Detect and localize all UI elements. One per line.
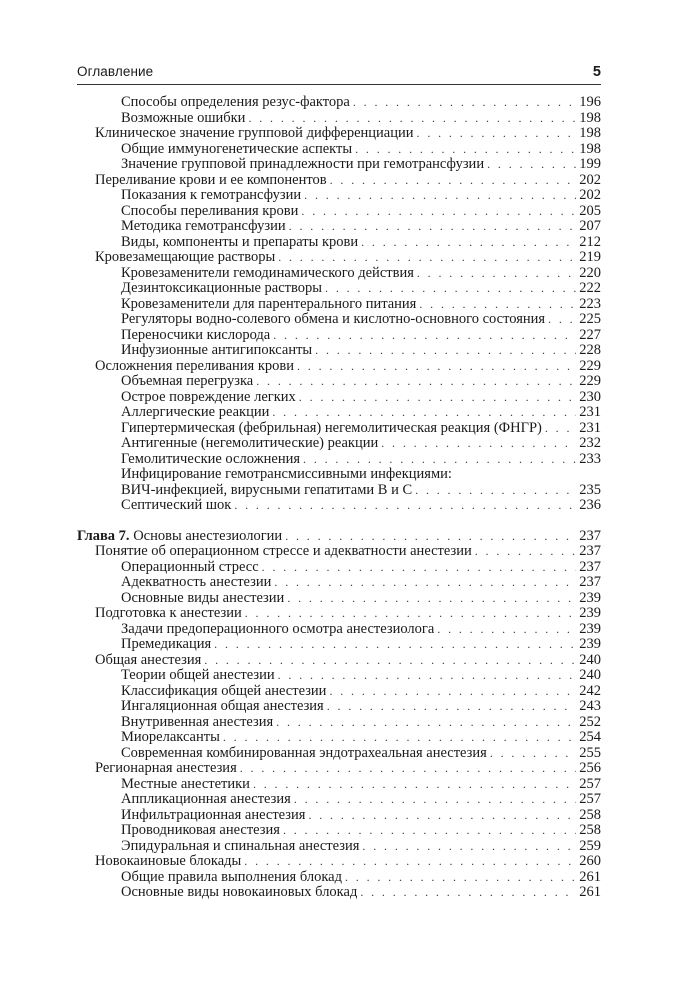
toc-entry[interactable] — [77, 653, 601, 669]
toc-page-number: 198 — [579, 140, 601, 157]
toc-entry[interactable] — [77, 498, 601, 514]
toc-entry[interactable] — [77, 297, 601, 313]
toc-entry-label: Миорелаксанты — [121, 729, 220, 745]
toc-leader-dots — [437, 622, 576, 638]
toc-page-number: 240 — [579, 651, 601, 668]
toc-leader-dots — [329, 684, 576, 700]
toc-entry[interactable] — [77, 312, 601, 328]
toc-entry[interactable] — [77, 250, 601, 266]
toc-page-number: 199 — [579, 156, 601, 172]
toc-entry-label: Возможные ошибки — [121, 109, 246, 126]
toc-page-number: 196 — [579, 94, 601, 110]
toc-entry-label: Классификация общей анестезии — [121, 682, 327, 699]
toc-entry[interactable] — [77, 870, 601, 886]
toc-leader-dots — [362, 839, 576, 855]
toc-entry-label: Переносчики кислорода — [121, 326, 271, 343]
toc-entry[interactable] — [77, 792, 601, 808]
toc-entry[interactable] — [77, 544, 601, 560]
toc-leader-dots — [256, 374, 576, 390]
toc-entry-label: Эпидуральная и спинальная анестезия — [121, 837, 360, 854]
toc-entry[interactable] — [77, 390, 601, 406]
toc-entry-label: Местные анестетики — [121, 775, 250, 792]
toc-page-number: 261 — [579, 884, 601, 900]
toc-entry-label: Регионарная анестезия — [95, 760, 237, 776]
toc-leader-dots — [417, 266, 576, 282]
toc-entry[interactable] — [77, 746, 601, 762]
toc-leader-dots — [272, 405, 576, 421]
header-rule — [77, 84, 601, 85]
toc-entry[interactable] — [77, 126, 601, 142]
toc-page-number: 236 — [579, 497, 601, 513]
toc-entry-label: Способы переливания крови — [121, 202, 299, 219]
toc-entry[interactable] — [77, 777, 601, 793]
toc-entry-label: Показания к гемотрансфузии — [121, 187, 302, 203]
toc-leader-dots — [545, 421, 576, 437]
toc-leader-dots — [330, 173, 576, 189]
toc-entry-label: Подготовка к анестезии — [95, 605, 242, 621]
toc-leader-dots — [315, 343, 576, 359]
toc-leader-dots — [360, 885, 576, 901]
toc-page-number: 230 — [579, 388, 601, 405]
toc-page-number: 202 — [579, 171, 601, 188]
toc-page-number: 242 — [579, 682, 601, 699]
toc-leader-dots — [308, 808, 576, 824]
toc-leader-dots — [353, 95, 576, 111]
toc-leader-dots — [327, 699, 576, 715]
table-of-contents — [77, 95, 601, 901]
toc-entry-label: Общие иммуногенетические аспекты — [121, 140, 353, 157]
toc-entry[interactable] — [77, 699, 601, 715]
toc-entry-label-line1: Инфицирование гемотрансмиссивными инфекциями: — [121, 466, 452, 482]
toc-entry-label: Общие правила выполнения блокад — [121, 868, 342, 885]
toc-leader-dots — [278, 668, 576, 684]
toc-entry[interactable] — [77, 343, 601, 359]
toc-leader-dots — [244, 854, 576, 870]
toc-entry[interactable] — [77, 111, 601, 127]
toc-entry-label: Переливание крови и ее компонентов — [95, 171, 327, 188]
toc-entry-label: Острое повреждение легких — [121, 388, 296, 405]
toc-leader-dots — [248, 111, 576, 127]
toc-page-number: 220 — [579, 264, 601, 281]
running-head — [77, 64, 601, 82]
toc-page-number: 198 — [579, 125, 601, 141]
toc-page-number: 205 — [579, 202, 601, 219]
toc-leader-dots — [325, 281, 576, 297]
toc-page-number: 257 — [579, 775, 601, 792]
toc-entry-label: Виды, компоненты и препараты крови — [121, 233, 359, 250]
toc-page-number: 233 — [579, 450, 601, 467]
toc-entry[interactable] — [77, 374, 601, 390]
toc-leader-dots — [276, 715, 576, 731]
toc-page-number: 228 — [579, 342, 601, 358]
toc-entry-label: Объемная перегрузка — [121, 373, 254, 389]
toc-entry-label: Внутривенная анестезия — [121, 713, 274, 730]
toc-page-number: 239 — [579, 636, 601, 652]
toc-leader-dots — [278, 250, 576, 266]
toc-page-number: 235 — [579, 481, 601, 498]
toc-leader-dots — [475, 544, 576, 560]
chapter-number: Глава 7. — [77, 527, 130, 544]
toc-page-number: 227 — [579, 326, 601, 343]
toc-leader-dots — [245, 606, 576, 622]
toc-entry-label: Теории общей анестезии — [121, 667, 275, 683]
toc-page-number: 239 — [579, 605, 601, 621]
toc-leader-dots — [223, 730, 576, 746]
toc-entry-multiline[interactable] — [77, 467, 601, 498]
toc-entry-label: Кровезамещающие растворы — [95, 249, 276, 265]
toc-page-number: 256 — [579, 760, 601, 776]
toc-page-number: 223 — [579, 295, 601, 312]
toc-leader-dots — [487, 157, 576, 173]
toc-page-number: 258 — [579, 822, 601, 838]
toc-entry[interactable] — [77, 421, 601, 437]
toc-page-number: 202 — [579, 187, 601, 203]
toc-page-number: 229 — [579, 357, 601, 374]
toc-leader-dots — [301, 204, 576, 220]
toc-entry[interactable] — [77, 730, 601, 746]
toc-entry-label: Дезинтоксикационные растворы — [121, 280, 323, 296]
toc-page-number: 257 — [579, 791, 601, 807]
toc-entry[interactable] — [77, 328, 601, 344]
toc-entry-label: Осложнения переливания крови — [95, 357, 294, 374]
chapter-heading — [77, 529, 282, 545]
toc-leader-dots — [345, 870, 576, 886]
toc-entry[interactable] — [77, 142, 601, 158]
toc-leader-dots — [548, 312, 576, 328]
toc-entry-label: Методика гемотрансфузии — [121, 218, 286, 234]
toc-entry-label: Клиническое значение групповой дифференциации — [95, 125, 414, 141]
toc-entry-label: Регуляторы водно-солевого обмена и кислотно-основного состояния — [121, 311, 546, 327]
toc-page-number: 212 — [579, 233, 601, 250]
toc-entry[interactable] — [77, 281, 601, 297]
toc-entry-label: Инфильтрационная анестезия — [121, 806, 306, 823]
chapter-title: Основы анестезиологии — [133, 527, 283, 544]
toc-entry-label: Проводниковая анестезия — [121, 822, 280, 838]
toc-page-number: 252 — [579, 713, 601, 730]
toc-leader-dots — [289, 219, 576, 235]
toc-entry[interactable] — [77, 173, 601, 189]
toc-entry[interactable] — [77, 405, 601, 421]
toc-entry-label: Задачи предоперационного осмотра анестезиолога — [121, 620, 435, 637]
toc-leader-dots — [274, 575, 576, 591]
toc-page-number: 258 — [579, 806, 601, 823]
toc-entry-label: Премедикация — [121, 636, 212, 652]
toc-entry[interactable] — [77, 235, 601, 251]
toc-page-number: 222 — [579, 280, 601, 296]
toc-leader-dots — [415, 483, 576, 499]
toc-page-number: 240 — [579, 667, 601, 683]
toc-entry[interactable] — [77, 95, 601, 111]
toc-leader-dots — [204, 653, 576, 669]
toc-page-number: 231 — [579, 404, 601, 420]
toc-page-number: 232 — [579, 435, 601, 451]
toc-leader-dots — [417, 126, 576, 142]
toc-entry[interactable] — [77, 606, 601, 622]
toc-leader-dots — [299, 390, 576, 406]
toc-entry-label: Основные виды новокаиновых блокад — [121, 884, 358, 900]
toc-entry[interactable] — [77, 885, 601, 901]
toc-entry[interactable] — [77, 436, 601, 452]
toc-leader-dots — [273, 328, 576, 344]
toc-chapter-entry[interactable] — [77, 529, 601, 545]
toc-entry[interactable] — [77, 622, 601, 638]
toc-page-number: 239 — [579, 589, 601, 606]
toc-leader-dots — [490, 746, 576, 762]
page-number: 5 — [592, 64, 601, 80]
toc-entry-label: Кровезаменители гемодинамического действия — [121, 264, 414, 281]
toc-entry-label: Основные виды анестезии — [121, 589, 285, 606]
toc-page-number: 261 — [579, 868, 601, 885]
toc-entry[interactable] — [77, 591, 601, 607]
toc-page-number: 259 — [579, 837, 601, 854]
toc-entry-label: Способы определения резус-фактора — [121, 94, 350, 110]
toc-entry-label: Инфузионные антигипоксанты — [121, 342, 313, 358]
toc-entry-label: Гемолитические осложнения — [121, 450, 301, 467]
toc-leader-dots — [303, 452, 576, 468]
toc-entry-label: Септический шок — [121, 497, 232, 513]
toc-entry[interactable] — [77, 266, 601, 282]
toc-entry-label: Понятие об операционном стрессе и адекватности анестезии — [95, 543, 472, 559]
toc-entry[interactable] — [77, 839, 601, 855]
toc-leader-dots — [297, 359, 576, 375]
toc-entry-label: Новокаиновые блокады — [95, 853, 242, 869]
toc-entry-label: Антигенные (негемолитические) реакции — [121, 435, 379, 451]
toc-leader-dots — [283, 823, 576, 839]
toc-page-number: 225 — [579, 311, 601, 327]
toc-page-number: 231 — [579, 419, 601, 436]
toc-leader-dots — [285, 529, 576, 545]
toc-leader-dots — [253, 777, 576, 793]
running-head-title: Оглавление — [77, 64, 154, 79]
toc-page-number: 198 — [579, 109, 601, 126]
toc-entry-label: Общая анестезия — [95, 651, 202, 668]
toc-leader-dots — [419, 297, 576, 313]
toc-entry-label: Гипертермическая (фебрильная) негемолитическая реакция (ФНГР) — [121, 419, 542, 436]
toc-leader-dots — [355, 142, 576, 158]
toc-leader-dots — [361, 235, 576, 251]
toc-entry[interactable] — [77, 359, 601, 375]
toc-leader-dots — [294, 792, 576, 808]
toc-page-number: 207 — [579, 218, 601, 234]
toc-entry[interactable] — [77, 560, 601, 576]
toc-entry-label: Адекватность анестезии — [121, 574, 272, 590]
toc-entry[interactable] — [77, 219, 601, 235]
toc-leader-dots — [304, 188, 576, 204]
toc-entry-label: Аппликационная анестезия — [121, 791, 291, 807]
toc-page-number: 219 — [579, 249, 601, 265]
toc-page-number: 260 — [579, 853, 601, 869]
toc-entry[interactable] — [77, 823, 601, 839]
toc-page-number: 229 — [579, 373, 601, 389]
toc-entry-label: Кровезаменители для парентерального питания — [121, 295, 417, 312]
toc-page-number: 237 — [579, 527, 601, 544]
toc-entry[interactable] — [77, 668, 601, 684]
toc-entry[interactable] — [77, 808, 601, 824]
toc-entry-label-line2: ВИЧ-инфекцией, вирусными гепатитами В и С — [121, 481, 413, 498]
toc-leader-dots — [234, 498, 576, 514]
toc-page-number: 254 — [579, 729, 601, 745]
toc-page-number: 243 — [579, 698, 601, 714]
toc-page-number: 237 — [579, 558, 601, 575]
section-gap — [77, 514, 601, 529]
toc-entry[interactable] — [77, 715, 601, 731]
toc-entry[interactable] — [77, 157, 601, 173]
toc-page-number: 237 — [579, 543, 601, 559]
toc-entry[interactable] — [77, 452, 601, 468]
toc-page-number: 255 — [579, 744, 601, 761]
toc-entry[interactable] — [77, 637, 601, 653]
toc-entry[interactable] — [77, 684, 601, 700]
toc-leader-dots — [287, 591, 576, 607]
toc-entry[interactable] — [77, 854, 601, 870]
toc-entry-label: Ингаляционная общая анестезия — [121, 698, 324, 714]
toc-leader-dots — [262, 560, 576, 576]
toc-entry-label: Значение групповой принадлежности при гемотрансфузии — [121, 156, 485, 172]
toc-entry-label: Аллергические реакции — [121, 404, 270, 420]
toc-entry[interactable] — [77, 204, 601, 220]
toc-page-number: 237 — [579, 574, 601, 590]
toc-leader-dots — [240, 761, 576, 777]
toc-page-number: 239 — [579, 620, 601, 637]
toc-leader-dots — [214, 637, 576, 653]
toc-entry-label: Операционный стресс — [121, 558, 259, 575]
toc-entry[interactable] — [77, 188, 601, 204]
toc-entry[interactable] — [77, 575, 601, 591]
toc-entry-label: Современная комбинированная эндотрахеальная анестезия — [121, 744, 487, 761]
toc-leader-dots — [381, 436, 576, 452]
toc-entry[interactable] — [77, 761, 601, 777]
